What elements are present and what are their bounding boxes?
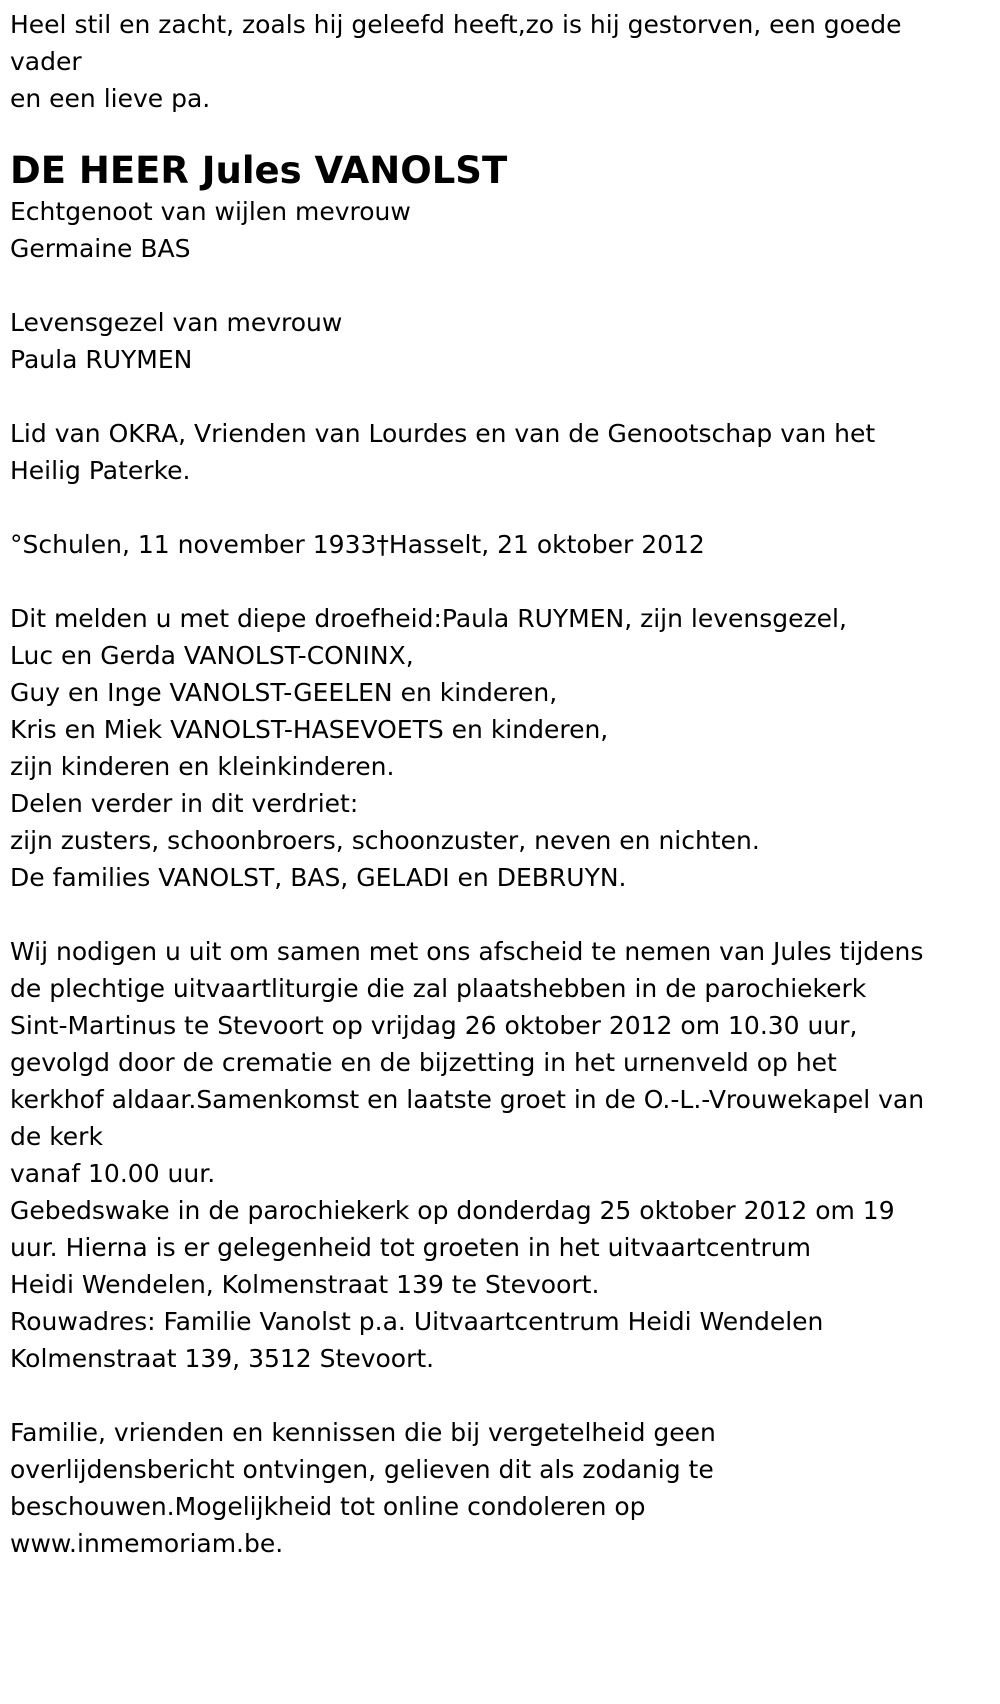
spouse-line: Echtgenoot van wijlen mevrouw — [10, 197, 411, 226]
intro-line: en een lieve pa. — [10, 84, 211, 113]
funeral-line: de kerk — [10, 1122, 103, 1151]
funeral-line: gevolgd door de crematie en de bijzetting in het urnenveld op het — [10, 1048, 837, 1077]
funeral-line: de plechtige uitvaartliturgie die zal plaatshebben in de parochiekerk — [10, 974, 867, 1003]
funeral-line: Gebedswake in de parochiekerk op donderdag 25 oktober 2012 om 19 — [10, 1196, 895, 1225]
family-line: Delen verder in dit verdriet: — [10, 789, 359, 818]
family-line: De families VANOLST, BAS, GELADI en DEBRUYN. — [10, 863, 627, 892]
family-line: zijn zusters, schoonbroers, schoonzuster, neven en nichten. — [10, 826, 760, 855]
membership-line: Heilig Paterke. — [10, 456, 191, 485]
closing-line: www.inmemoriam.be. — [10, 1529, 284, 1558]
intro-line: vader — [10, 47, 82, 76]
partner-line: Levensgezel van mevrouw — [10, 308, 343, 337]
spouse-block — [10, 193, 995, 267]
family-block — [10, 600, 995, 896]
funeral-line: Rouwadres: Familie Vanolst p.a. Uitvaartcentrum Heidi Wendelen — [10, 1307, 824, 1336]
closing-block — [10, 1414, 995, 1562]
family-line: Guy en Inge VANOLST-GEELEN en kinderen, — [10, 678, 558, 707]
partner-block — [10, 304, 995, 378]
funeral-line: vanaf 10.00 uur. — [10, 1159, 216, 1188]
family-line: Kris en Miek VANOLST-HASEVOETS en kinderen, — [10, 715, 609, 744]
closing-line: beschouwen.Mogelijkheid tot online condoleren op — [10, 1492, 646, 1521]
membership-block — [10, 415, 995, 489]
closing-line: Familie, vrienden en kennissen die bij vergetelheid geen — [10, 1418, 716, 1447]
funeral-line: Kolmenstraat 139, 3512 Stevoort. — [10, 1344, 435, 1373]
partner-line: Paula RUYMEN — [10, 345, 193, 374]
intro-text — [10, 6, 995, 117]
membership-line: Lid van OKRA, Vrienden van Lourdes en van de Genootschap van het — [10, 419, 876, 448]
birth-death-dates: °Schulen, 11 november 1933†Hasselt, 21 oktober 2012 — [10, 530, 705, 559]
funeral-line: Sint-Martinus te Stevoort op vrijdag 26 oktober 2012 om 10.30 uur, — [10, 1011, 858, 1040]
closing-line: overlijdensbericht ontvingen, gelieven dit als zodanig te — [10, 1455, 714, 1484]
obituary-document — [10, 6, 995, 1562]
funeral-line: Wij nodigen u uit om samen met ons afscheid te nemen van Jules tijdens — [10, 937, 924, 966]
funeral-block — [10, 933, 995, 1377]
funeral-line: uur. Hierna is er gelegenheid tot groeten in het uitvaartcentrum — [10, 1233, 811, 1262]
funeral-line: Heidi Wendelen, Kolmenstraat 139 te Stevoort. — [10, 1270, 600, 1299]
family-line: zijn kinderen en kleinkinderen. — [10, 752, 395, 781]
deceased-name: DE HEER Jules VANOLST — [10, 149, 508, 192]
family-line: Luc en Gerda VANOLST-CONINX, — [10, 641, 414, 670]
family-line: Dit melden u met diepe droefheid:Paula RUYMEN, zijn levensgezel, — [10, 604, 847, 633]
spouse-line: Germaine BAS — [10, 234, 191, 263]
funeral-line: kerkhof aldaar.Samenkomst en laatste groet in de O.-L.-Vrouwekapel van — [10, 1085, 925, 1114]
intro-line: Heel stil en zacht, zoals hij geleefd heeft,zo is hij gestorven, een goede — [10, 10, 902, 39]
